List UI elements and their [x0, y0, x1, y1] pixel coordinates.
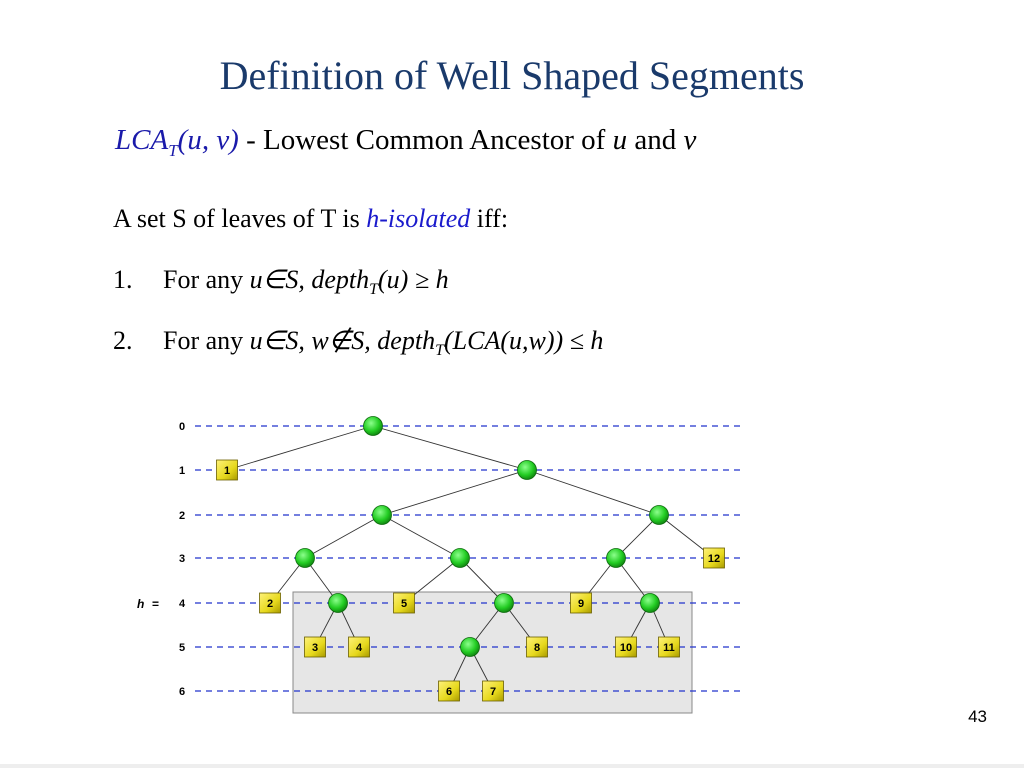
slide-title: Definition of Well Shaped Segments [219, 53, 805, 98]
internal-node [373, 506, 392, 525]
tree-edge [527, 470, 659, 515]
condition-2-prefix: For any [163, 326, 250, 355]
leaf-label: 5 [400, 598, 408, 610]
leaf-label: 3 [311, 642, 319, 654]
leaf-node-7 [483, 681, 504, 701]
level-label-5: 5 [178, 642, 186, 654]
leaf-node-12 [704, 548, 725, 568]
internal-node [518, 461, 537, 480]
lca-subscript: T [168, 141, 178, 160]
lca-and: and [627, 124, 684, 156]
internal-node [364, 417, 383, 436]
leaf-node-4 [349, 637, 370, 657]
leaf-node-5 [394, 593, 415, 613]
leaf-label: 4 [355, 642, 363, 654]
level-label-3: 3 [178, 553, 186, 565]
internal-node [461, 638, 480, 657]
condition-2-number: 2. [113, 326, 133, 355]
tree-edge [382, 470, 527, 515]
leaf-label: 2 [266, 598, 274, 610]
footer-rule [0, 764, 1024, 768]
lca-v: v [683, 124, 697, 156]
leaf-label: 7 [489, 686, 497, 698]
internal-node [495, 594, 514, 613]
leaf-node-6 [439, 681, 460, 701]
tree-edge [373, 426, 527, 470]
leaf-label: 11 [663, 642, 675, 654]
leaf-node-9 [571, 593, 592, 613]
leaf-node-8 [527, 637, 548, 657]
leaf-label: 1 [223, 465, 231, 477]
leaf-node-2 [260, 593, 281, 613]
lca-symbol: LCA [115, 124, 169, 156]
leaf-node-11 [659, 637, 680, 657]
leaf-node-3 [305, 637, 326, 657]
leaf-label: 9 [577, 598, 585, 610]
level-label-1: 1 [178, 465, 186, 477]
leaf-label: 6 [445, 686, 453, 698]
internal-node [607, 549, 626, 568]
lca-description: - Lowest Common Ancestor of [238, 124, 613, 156]
leaf-label: 12 [707, 553, 721, 565]
condition-1-number: 1. [113, 265, 133, 294]
internal-node [641, 594, 660, 613]
leaf-label: 10 [619, 642, 633, 654]
condition-1-math-a: u∈S, depth [249, 265, 370, 294]
condition-1-math-b: (u) ≥ h [378, 265, 449, 294]
definition-prefix: A set S of leaves of T is [113, 204, 367, 233]
condition-1-subscript: T [369, 281, 378, 298]
condition-2-math-a: u∈S, w∉S, depth [249, 326, 436, 355]
definition-term: h-isolated [366, 204, 471, 233]
h-equals: = [152, 597, 160, 611]
tree-edge [305, 515, 382, 558]
internal-node [650, 506, 669, 525]
definition-suffix: iff: [470, 204, 509, 233]
internal-node [329, 594, 348, 613]
lca-args: (u, v) [177, 124, 239, 156]
condition-2-subscript: T [435, 342, 444, 359]
page-number: 43 [968, 707, 987, 726]
level-label-6: 6 [178, 686, 186, 698]
condition-2-math-b: (LCA(u,w)) ≤ h [443, 326, 604, 355]
level-label-2: 2 [178, 510, 186, 522]
leaf-label: 8 [533, 642, 541, 654]
tree-edge [382, 515, 460, 558]
internal-node [296, 549, 315, 568]
h-label: h [137, 597, 145, 611]
condition-1-prefix: For any [163, 265, 250, 294]
leaf-node-10 [616, 637, 637, 657]
internal-node [451, 549, 470, 568]
level-label-4: 4 [178, 598, 186, 610]
level-label-0: 0 [178, 421, 186, 433]
lca-u: u [612, 124, 628, 156]
tree-edge [227, 426, 373, 470]
leaf-node-1 [217, 460, 238, 480]
